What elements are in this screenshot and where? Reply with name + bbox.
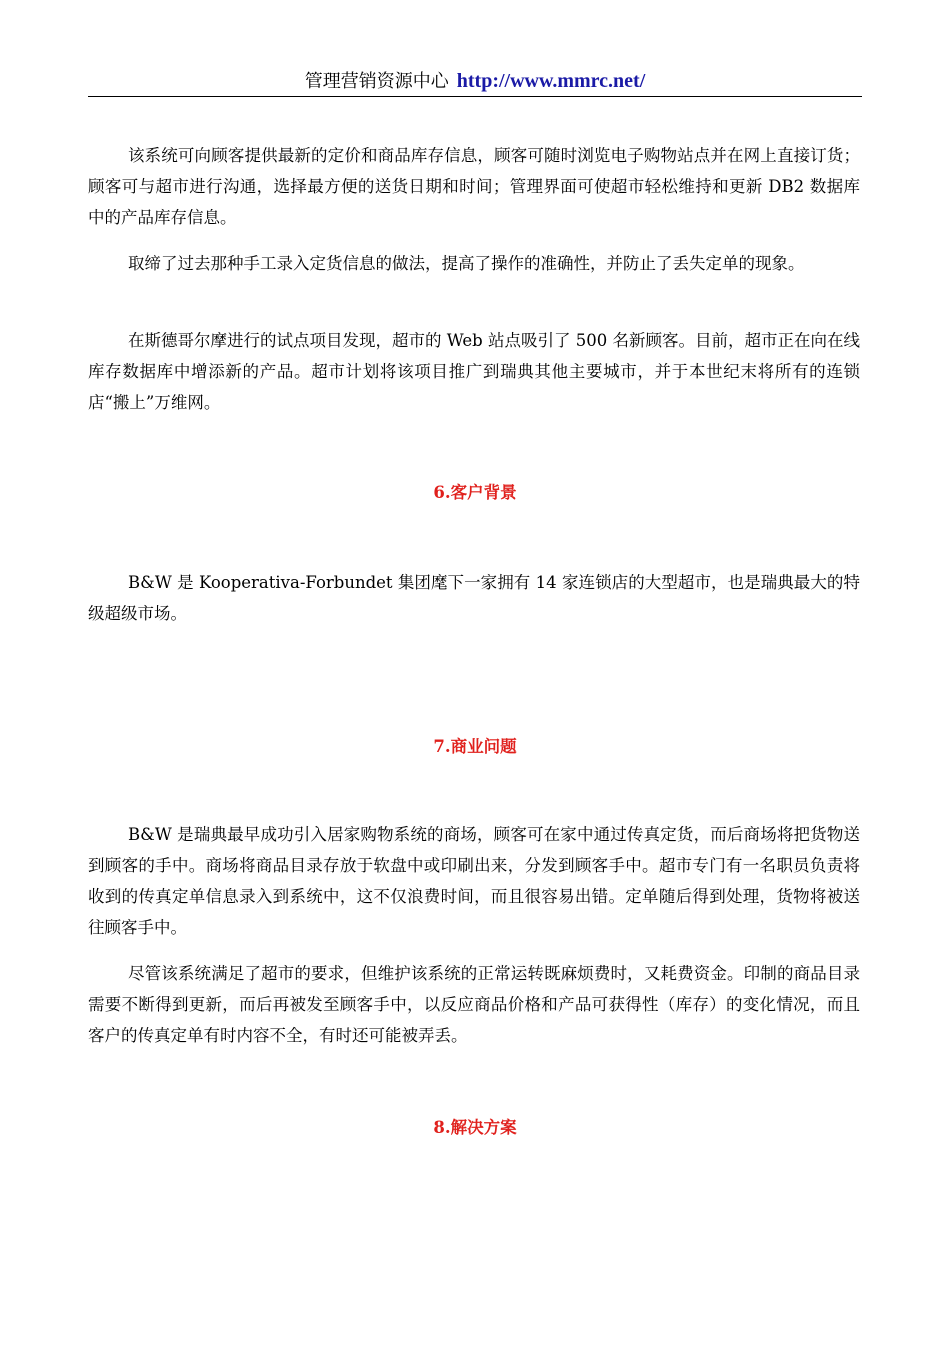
paragraph-pilot-project: 在斯德哥尔摩进行的试点项目发现，超市的 Web 站点吸引了 500 名新顾客。目前，超市正在向在线库存数据库中增添新的产品。超市计划将该项目推广到瑞典其他主要城市，并于本世纪末将所有的连锁店“搬上”万维网。	[88, 331, 860, 412]
paragraph-manual-entry: 取缔了过去那种手工录入定货信息的做法，提高了操作的准确性，并防止了丢失定单的现象。	[128, 254, 805, 273]
site-name: 管理营销资源中心	[304, 71, 449, 92]
paragraph-maintenance-cost: 尽管该系统满足了超市的要求，但维护该系统的正常运转既麻烦费时，又耗费资金。印制的商品目录需要不断得到更新，而后再被发至顾客手中，以反应商品价格和产品可获得性（库存）的变化情况，而且客户的传真定单有时内容不全，有时还可能被弄丢。	[88, 964, 860, 1045]
site-url-link[interactable]: http://www.mmrc.net/	[456, 70, 646, 92]
page-header	[88, 66, 862, 97]
paragraph-customer-background: B&W 是 Kooperativa-Forbundet 集团麾下一家拥有 14 家连锁店的大型超市，也是瑞典最大的特级超级市场。	[88, 573, 860, 623]
paragraph-home-shopping: B&W 是瑞典最早成功引入居家购物系统的商场，顾客可在家中通过传真定货，而后商场将把货物送到顾客的手中。商场将商品目录存放于软盘中或印刷出来，分发到顾客手中。超市专门有一名职员负责将收到的传真定单信息录入到系统中，这不仅浪费时间，而且很容易出错。定单随后得到处理，货物将被送往顾客手中。	[88, 825, 860, 937]
section-heading-business-problem: 7.商业问题	[433, 737, 517, 756]
section-heading-customer-background: 6.客户背景	[433, 483, 517, 502]
paragraph-system-features: 该系统可向顾客提供最新的定价和商品库存信息，顾客可随时浏览电子购物站点并在网上直接订货；顾客可与超市进行沟通，选择最方便的送货日期和时间；管理界面可使超市轻松维持和更新 DB2 数据库中的产品库存信息。	[88, 146, 860, 227]
section-heading-solution: 8.解决方案	[433, 1118, 517, 1137]
